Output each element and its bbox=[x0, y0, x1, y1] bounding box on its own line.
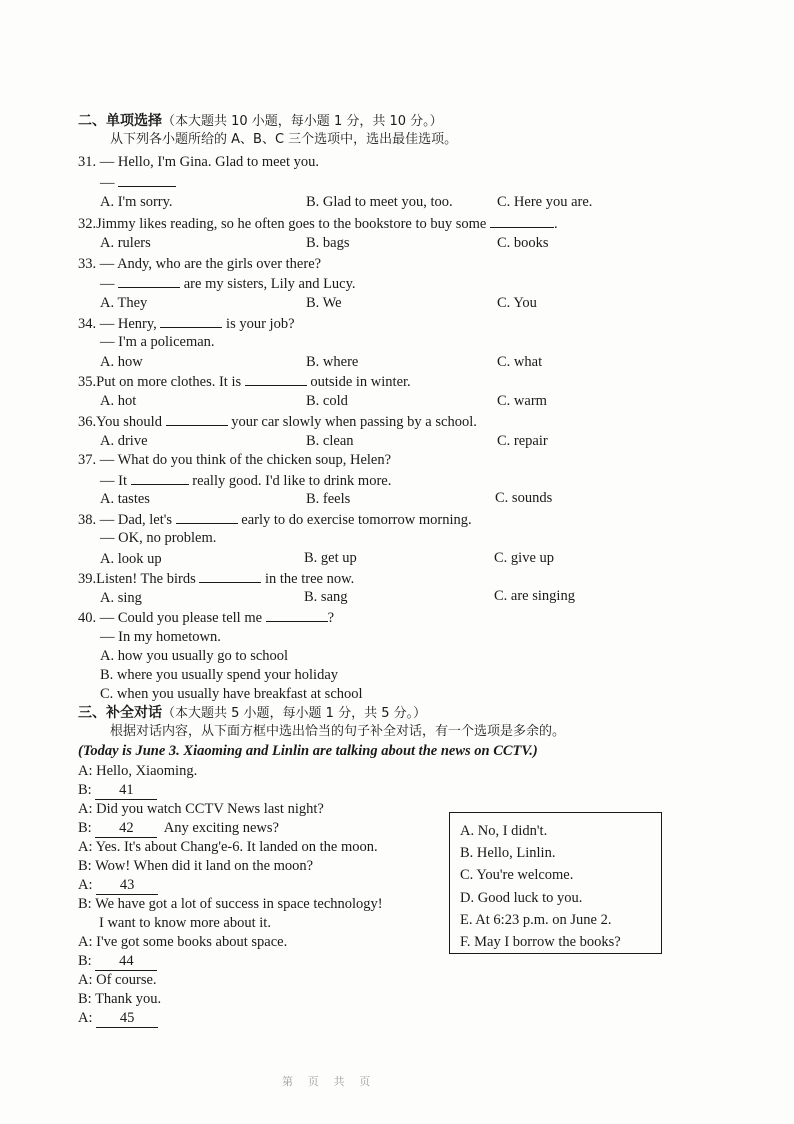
answer-blank bbox=[245, 372, 307, 386]
option-c: C. Here you are. bbox=[497, 194, 593, 210]
question-text: — Dad, let's bbox=[99, 512, 173, 528]
question-37 bbox=[78, 451, 391, 469]
section2-title: 二、单项选择 bbox=[78, 113, 162, 129]
question-text: — Henry, bbox=[99, 316, 157, 332]
section2-instruction: 从下列各小题所给的 A、B、C 三个选项中，选出最佳选项。 bbox=[110, 132, 458, 147]
answer-blank bbox=[118, 274, 180, 288]
answer-blank bbox=[166, 412, 228, 426]
dialogue-text: Any exciting news? bbox=[163, 820, 279, 836]
question-text: You should bbox=[96, 414, 162, 430]
option-a: A. drive bbox=[100, 433, 148, 449]
answer-blank bbox=[118, 173, 176, 187]
question-38-reply: — OK, no problem. bbox=[100, 530, 217, 546]
dialogue-text: I've got some books about space. bbox=[96, 934, 288, 950]
dialogue-text: We have got a lot of success in space technology! bbox=[95, 896, 383, 912]
box-option: F. May I borrow the books? bbox=[460, 934, 621, 950]
question-text: — Hello, I'm Gina. Glad to meet you. bbox=[99, 154, 320, 170]
question-35 bbox=[78, 372, 411, 391]
dialogue-line bbox=[78, 781, 157, 800]
dialogue-line bbox=[78, 990, 161, 1008]
dialogue-text: Of course. bbox=[96, 972, 157, 988]
option-b: B. where bbox=[306, 354, 359, 370]
speaker-label: A: bbox=[78, 839, 93, 855]
question-text: is your job? bbox=[226, 316, 295, 332]
dialogue-line bbox=[78, 895, 383, 913]
dialogue-line bbox=[99, 914, 271, 932]
numbered-blank: 44 bbox=[95, 952, 157, 971]
dialogue-line bbox=[78, 800, 324, 818]
question-number: 40. bbox=[78, 610, 97, 626]
option-c: C. what bbox=[497, 354, 543, 370]
question-text: . bbox=[553, 216, 558, 232]
box-option: A. No, I didn't. bbox=[460, 823, 548, 839]
question-text: — Andy, who are the girls over there? bbox=[99, 256, 322, 272]
box-option: C. You're welcome. bbox=[460, 867, 574, 883]
option-b: B. bags bbox=[306, 235, 350, 251]
answer-blank bbox=[199, 569, 261, 583]
option-c: C. sounds bbox=[495, 490, 553, 506]
option-b: B. feels bbox=[306, 491, 351, 507]
dialogue-text: Thank you. bbox=[95, 991, 162, 1007]
dialogue-line bbox=[78, 952, 157, 971]
question-text: in the tree now. bbox=[264, 571, 355, 587]
option-c: C. are singing bbox=[494, 588, 575, 604]
question-number: 39. bbox=[78, 571, 97, 587]
box-option: B. Hello, Linlin. bbox=[460, 845, 556, 861]
question-text: — Could you please tell me bbox=[99, 610, 263, 626]
dialogue-text: Yes. It's about Chang'e-6. It landed on the moon. bbox=[95, 839, 378, 855]
question-39 bbox=[78, 569, 354, 588]
question-33-reply: — are my sisters, Lily and Lucy. bbox=[100, 276, 356, 292]
question-text: your car slowly when passing by a school. bbox=[231, 414, 477, 430]
option-b: B. cold bbox=[306, 393, 348, 409]
option-a: A. They bbox=[100, 295, 148, 311]
numbered-blank: 43 bbox=[96, 876, 158, 895]
dialogue-line bbox=[78, 838, 378, 856]
speaker-label: B: bbox=[78, 820, 92, 836]
speaker-label: B: bbox=[78, 953, 92, 969]
answer-blank bbox=[266, 608, 328, 622]
question-40 bbox=[78, 608, 334, 627]
question-text: early to do exercise tomorrow morning. bbox=[241, 512, 472, 528]
dialogue-line bbox=[78, 762, 197, 780]
option-c: C. when you usually have breakfast at school bbox=[100, 686, 363, 702]
numbered-blank: 41 bbox=[95, 781, 157, 800]
answer-blank bbox=[490, 214, 554, 228]
box-option: D. Good luck to you. bbox=[460, 890, 583, 906]
option-b: B. where you usually spend your holiday bbox=[100, 667, 339, 683]
option-a: A. hot bbox=[100, 393, 137, 409]
dialogue-line bbox=[78, 876, 158, 895]
numbered-blank: 45 bbox=[96, 1009, 158, 1028]
question-number: 31. bbox=[78, 154, 97, 170]
question-text: are my sisters, Lily and Lucy. bbox=[183, 276, 356, 292]
speaker-label: A: bbox=[78, 801, 93, 817]
dialogue-text: Wow! When did it land on the moon? bbox=[95, 858, 314, 874]
question-number: 38. bbox=[78, 512, 97, 528]
dialogue-line bbox=[78, 1009, 158, 1028]
question-text: Put on more clothes. It is bbox=[96, 374, 242, 390]
question-37-reply bbox=[100, 471, 391, 490]
speaker-label: B: bbox=[78, 991, 92, 1007]
dialogue-text: Hello, Xiaoming. bbox=[96, 763, 198, 779]
question-text: Listen! The birds bbox=[96, 571, 196, 587]
option-a: A. how bbox=[100, 354, 143, 370]
option-c: C. You bbox=[497, 295, 537, 311]
question-text: outside in winter. bbox=[310, 374, 411, 390]
speaker-label: A: bbox=[78, 877, 93, 893]
question-40-reply: — In my hometown. bbox=[100, 629, 221, 645]
question-number: 35. bbox=[78, 374, 97, 390]
section3-note: （本大题共 5 小题，每小题 1 分，共 5 分。） bbox=[162, 706, 427, 721]
dialogue-text: I want to know more about it. bbox=[99, 915, 271, 931]
section2-note: （本大题共 10 小题，每小题 1 分，共 10 分。） bbox=[162, 114, 443, 129]
option-a: A. look up bbox=[100, 551, 162, 567]
option-a: A. rulers bbox=[100, 235, 151, 251]
section3-header bbox=[78, 704, 426, 723]
option-b: B. clean bbox=[306, 433, 354, 449]
answer-options-box bbox=[449, 812, 662, 954]
question-number: 32. bbox=[78, 216, 97, 232]
option-a: A. how you usually go to school bbox=[100, 648, 289, 664]
speaker-label: B: bbox=[78, 896, 92, 912]
speaker-label: A: bbox=[78, 934, 93, 950]
option-a: A. sing bbox=[100, 590, 142, 606]
answer-blank bbox=[176, 510, 238, 524]
question-text: — It bbox=[100, 473, 127, 489]
dialogue-line bbox=[78, 933, 287, 951]
question-number: 36. bbox=[78, 414, 97, 430]
speaker-label: A: bbox=[78, 972, 93, 988]
option-c: C. books bbox=[497, 235, 549, 251]
question-36 bbox=[78, 412, 477, 431]
option-c: C. repair bbox=[497, 433, 548, 449]
question-number: 34. bbox=[78, 316, 97, 332]
option-b: B. Glad to meet you, too. bbox=[306, 194, 453, 210]
option-a: A. I'm sorry. bbox=[100, 194, 173, 210]
dialogue-context: (Today is June 3. Xiaoming and Linlin are talking about the news on CCTV.) bbox=[78, 743, 538, 759]
option-c: C. give up bbox=[494, 550, 555, 566]
question-31 bbox=[78, 153, 319, 171]
question-33 bbox=[78, 255, 321, 273]
speaker-label: B: bbox=[78, 782, 92, 798]
page-footer: 第 页 共 页 bbox=[282, 1076, 377, 1088]
question-31-reply bbox=[100, 173, 176, 192]
option-b: B. sang bbox=[304, 589, 348, 605]
speaker-label: B: bbox=[78, 858, 92, 874]
section3-title: 三、补全对话 bbox=[78, 705, 162, 721]
speaker-label: A: bbox=[78, 1010, 93, 1026]
question-text: — What do you think of the chicken soup, Helen? bbox=[99, 452, 392, 468]
question-32 bbox=[78, 214, 558, 233]
question-text: — bbox=[100, 175, 115, 191]
speaker-label: A: bbox=[78, 763, 93, 779]
question-34 bbox=[78, 314, 295, 333]
dialogue-line bbox=[78, 857, 313, 875]
option-b: B. get up bbox=[304, 550, 357, 566]
answer-blank bbox=[131, 471, 189, 485]
section2-header bbox=[78, 112, 443, 131]
question-number: 37. bbox=[78, 452, 97, 468]
option-c: C. warm bbox=[497, 393, 547, 409]
question-number: 33. bbox=[78, 256, 97, 272]
question-34-reply: — I'm a policeman. bbox=[100, 334, 215, 350]
option-b: B. We bbox=[306, 295, 342, 311]
question-text: ? bbox=[327, 610, 335, 626]
answer-blank bbox=[160, 314, 222, 328]
question-38 bbox=[78, 510, 472, 529]
section3-instruction: 根据对话内容，从下面方框中选出恰当的句子补全对话，有一个选项是多余的。 bbox=[110, 724, 566, 739]
box-option: E. At 6:23 p.m. on June 2. bbox=[460, 912, 612, 928]
numbered-blank: 42 bbox=[95, 819, 157, 838]
dialogue-line bbox=[78, 819, 279, 838]
dialogue-line bbox=[78, 971, 157, 989]
option-a: A. tastes bbox=[100, 491, 150, 507]
question-text: Jimmy likes reading, so he often goes to the bookstore to buy some bbox=[96, 216, 487, 232]
dialogue-text: Did you watch CCTV News last night? bbox=[96, 801, 324, 817]
question-text: really good. I'd like to drink more. bbox=[192, 473, 392, 489]
